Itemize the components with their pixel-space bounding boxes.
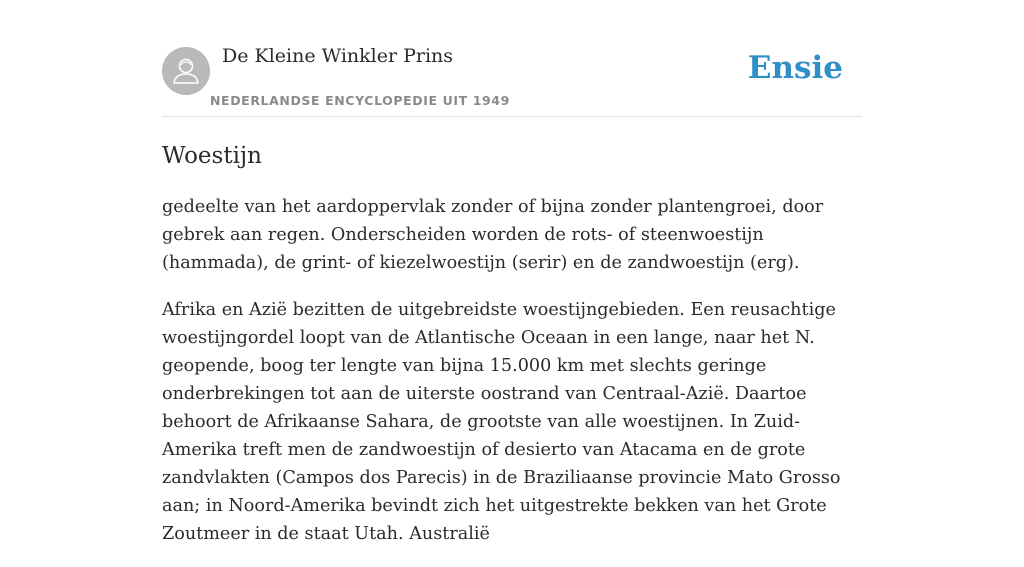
article-title: Woestijn — [162, 143, 262, 169]
article-paragraph: gedeelte van het aardoppervlak zonder of bijna zonder plantengroei, door gebrek aan regen. Onderscheiden worden de rots- of steenwoestijn (hammada), de grint- of kiezelwoestijn (serir) en de zandwoestijn (erg). — [162, 197, 824, 273]
article-body — [162, 193, 862, 548]
source-subtitle: NEDERLANDSE ENCYCLOPEDIE UIT 1949 — [210, 93, 510, 108]
article-header — [162, 0, 862, 117]
user-silhouette-icon — [162, 47, 210, 95]
article-paragraph: Afrika en Azië bezitten de uitgebreidste woestijngebieden. Een reusachtige woestijngordel loopt van de Atlantische Oceaan in een lange, naar het N. geopende, boog ter lengte van bijna 15.000 km met slechts geringe onderbrekingen tot aan de uiterste oostrand van Centraal-Azië. Daartoe behoort de Afrikaanse Sahara, de grootste van alle woestijnen. In Zuid-Amerika treft men de zandwoestijn of desierto van Atacama en de grote zandvlakten (Campos dos Parecis) in de Braziliaanse provincie Mato Grosso aan; in Noord-Amerika bevindt zich het uitgestrekte bekken van het Grote Zoutmeer in de staat Utah. Australië — [162, 300, 841, 544]
author-name-link[interactable]: De Kleine Winkler Prins — [222, 45, 454, 67]
page-container — [162, 0, 862, 567]
author-avatar[interactable] — [162, 47, 210, 95]
site-logo[interactable]: Ensie — [747, 50, 843, 86]
